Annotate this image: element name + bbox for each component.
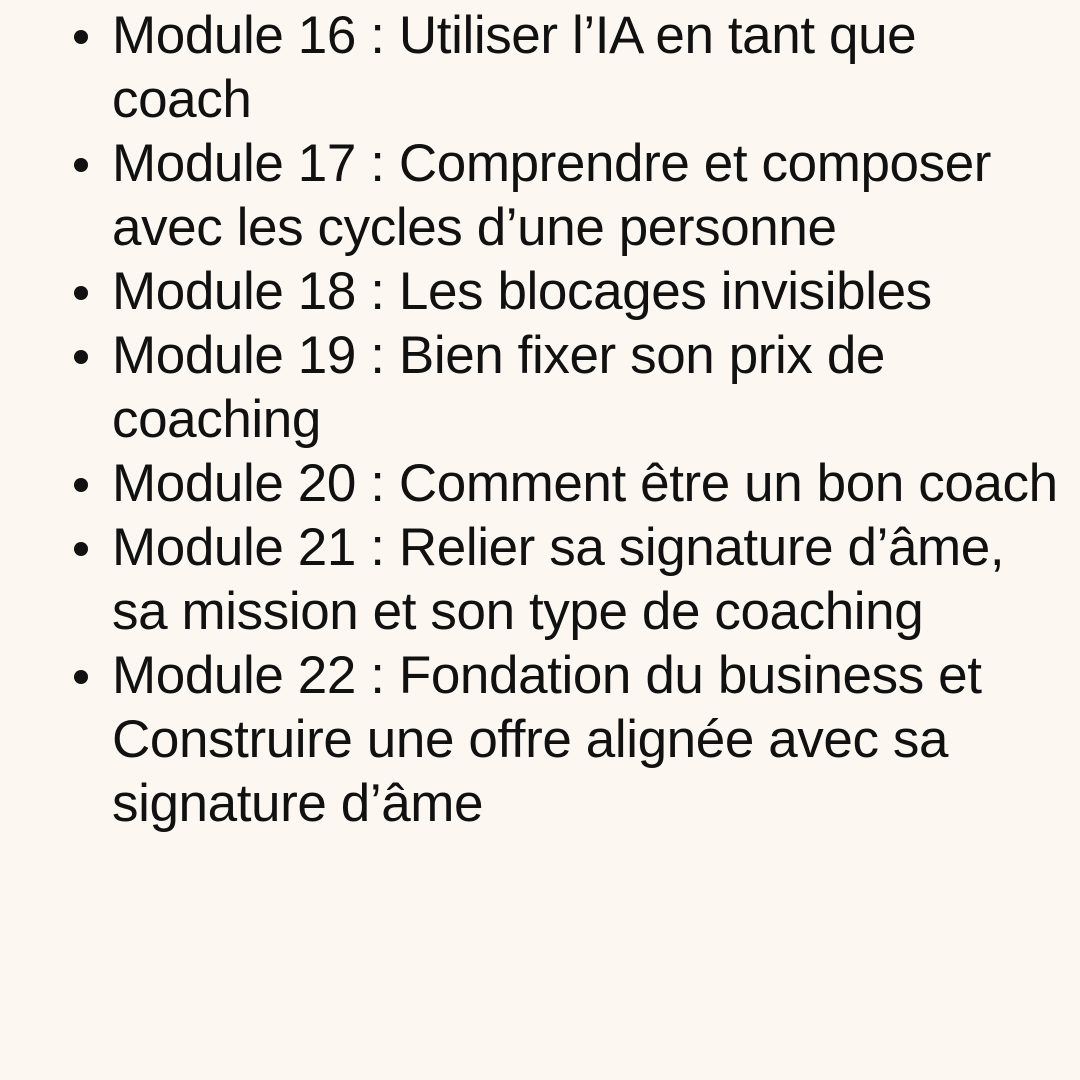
bullet-icon: [74, 670, 88, 684]
list-item-module-21: [112, 516, 1067, 644]
bullet-icon: [74, 542, 88, 556]
list-item-module-19: [112, 324, 1067, 452]
bullet-icon: [74, 350, 88, 364]
module-list: [112, 4, 1067, 836]
list-item-module-22: [112, 644, 1067, 836]
module-title: Module 21 : Relier sa signature d’âme, sa mission et son type de coaching: [112, 518, 1005, 641]
module-title: Module 22 : Fondation du business et Construire une offre alignée avec sa signature d’âme: [112, 646, 982, 833]
module-title: Module 16 : Utiliser l’IA en tant que coach: [112, 6, 917, 129]
module-title: Module 20 : Comment être un bon coach: [112, 454, 1058, 513]
module-title: Module 17 : Comprendre et composer avec les cycles d’une personne: [112, 134, 992, 257]
bullet-icon: [74, 30, 88, 44]
module-title: Module 19 : Bien fixer son prix de coaching: [112, 326, 885, 449]
bullet-icon: [74, 478, 88, 492]
list-item-module-18: [112, 260, 1067, 324]
list-item-module-16: [112, 4, 1067, 132]
list-item-module-20: [112, 452, 1067, 516]
module-title: Module 18 : Les blocages invisibles: [112, 262, 932, 321]
bullet-icon: [74, 286, 88, 300]
list-item-module-17: [112, 132, 1067, 260]
bullet-icon: [74, 158, 88, 172]
